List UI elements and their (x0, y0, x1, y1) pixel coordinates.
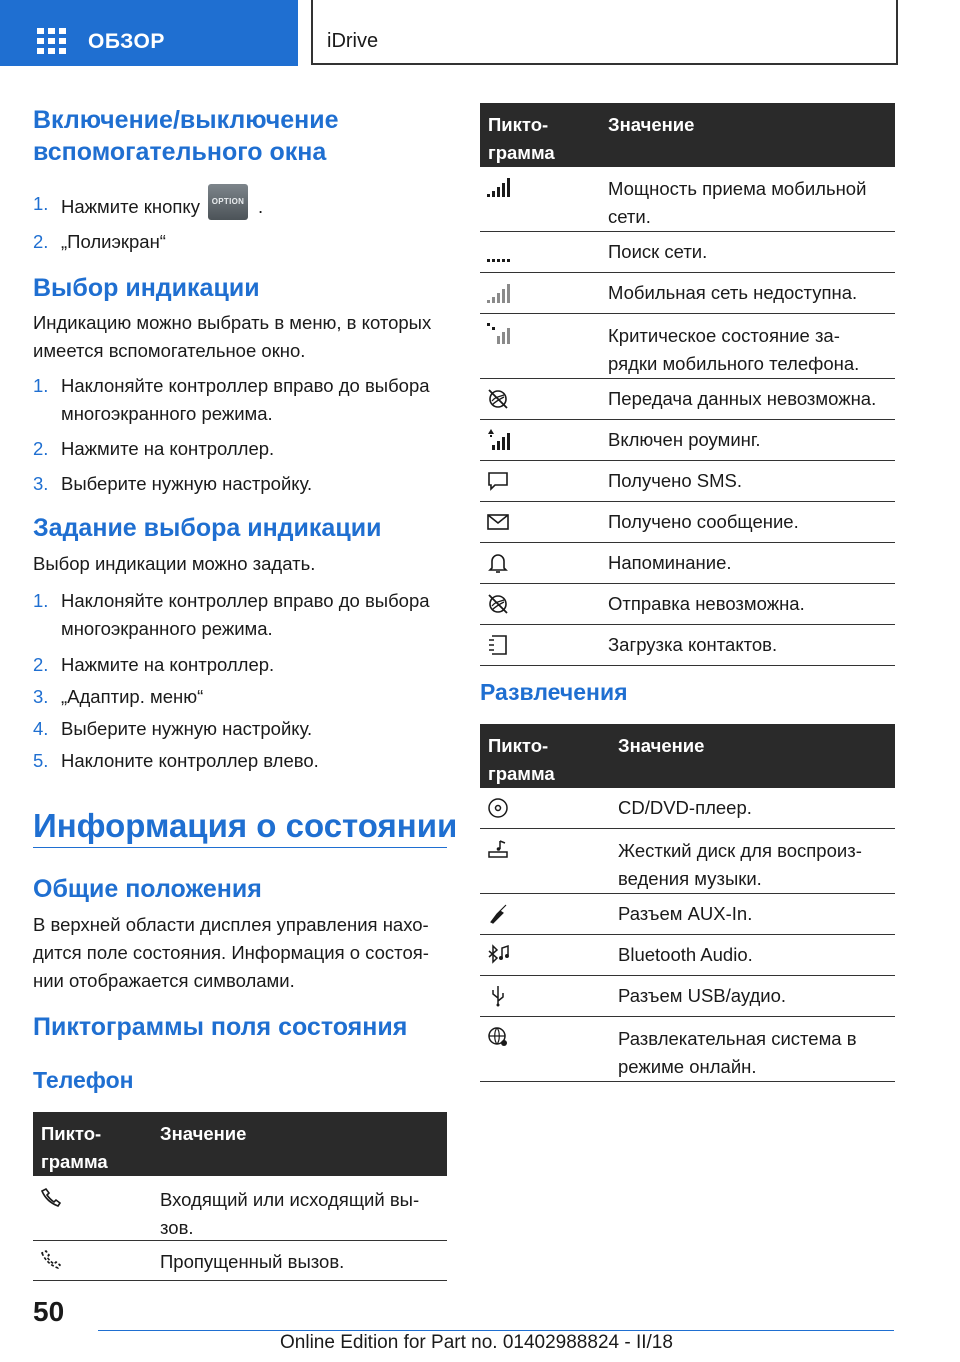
footer-edition: Online Edition for Part no. 01402988824 - II/18 (280, 1332, 673, 1353)
network-search-icon (486, 240, 510, 264)
header-text: грамма (488, 142, 555, 163)
header-col-pictogram (41, 1120, 108, 1176)
chapter-title: Информация о состоянии (33, 807, 458, 844)
text-line: В верхней области дисплея управления нахо- (33, 914, 429, 935)
text-line: дится поле состояния. Информация о состоя- (33, 942, 429, 963)
heading-status-icons: Пиктограммы поля состояния (33, 1013, 408, 1041)
option-button-icon: OPTION (208, 184, 248, 220)
sms-icon (486, 469, 510, 493)
disc-icon (486, 796, 510, 820)
table-row (480, 1017, 895, 1082)
row-text: Поиск сети. (608, 241, 708, 262)
chapter-tab (311, 0, 898, 65)
table-row (480, 273, 895, 314)
hard-disk-icon (486, 837, 510, 861)
step-text: Наклоняйте контроллер вправо до выбора (61, 590, 430, 611)
table-row (480, 232, 895, 273)
roaming-icon (486, 428, 510, 452)
steps-set-display (33, 587, 453, 775)
header-col-pictogram (488, 732, 555, 788)
entertainment-table (480, 724, 895, 1082)
row-text: Разъем AUX-In. (618, 903, 753, 924)
bell-icon (486, 551, 510, 575)
text-line: Мощность приема мобильной (608, 178, 867, 199)
table-header (33, 1112, 447, 1176)
header-col-meaning: Значение (608, 114, 695, 135)
bluetooth-audio-icon (486, 943, 510, 967)
chapter-divider (33, 847, 447, 848)
aux-plug-icon (486, 902, 510, 926)
heading-general: Общие положения (33, 875, 262, 903)
row-text: Мобильная сеть недоступна. (608, 282, 858, 303)
contacts-download-icon (486, 633, 510, 657)
header-col-pictogram (488, 111, 555, 167)
row-text: Разъем USB/аудио. (618, 985, 787, 1006)
list-item (33, 747, 453, 775)
heading-toggle-window-l1: Включение/выключение (33, 106, 339, 134)
header-col-meaning: Значение (160, 1123, 247, 1144)
heading-entertainment: Развлечения (480, 679, 628, 705)
step-text: „Адаптир. меню“ (61, 686, 204, 707)
list-item (33, 190, 448, 226)
table-row (33, 1176, 447, 1241)
paragraph-set-display: Выбор индикации можно задать. (33, 553, 316, 574)
text-line: Индикацию можно выбрать в меню, в которых (33, 312, 432, 333)
paragraph-select-display (33, 309, 453, 365)
list-item (33, 715, 453, 743)
no-data-icon (486, 387, 510, 411)
list-item (33, 651, 453, 679)
table-row (480, 314, 895, 379)
network-status-table (480, 103, 895, 666)
row-text: CD/DVD-плеер. (618, 797, 752, 818)
list-item (33, 228, 448, 256)
text-line: рядки мобильного телефона. (608, 353, 860, 374)
section-label: ОБЗОР (88, 30, 165, 53)
text-line: Развлекательная система в (618, 1028, 857, 1049)
step-text: „Полиэкран“ (61, 231, 166, 252)
steps-select-display (33, 372, 453, 498)
row-text: Отправка невозможна. (608, 593, 805, 614)
header-col-meaning: Значение (618, 735, 705, 756)
text-line: нии отображается символами. (33, 970, 295, 991)
step-number: 4. (33, 718, 49, 739)
page-header (0, 0, 960, 68)
grid-menu-icon (37, 28, 67, 54)
step-text: Наклоняйте контроллер вправо до выбора (61, 375, 430, 396)
row-text: Получено SMS. (608, 470, 743, 491)
header-text: Пикто- (488, 114, 549, 135)
table-row (480, 788, 895, 829)
step-number: 1. (33, 193, 49, 214)
footer-divider (98, 1330, 894, 1331)
step-text-end: . (257, 195, 264, 217)
section-tab-overview[interactable] (0, 0, 298, 66)
table-row (480, 379, 895, 420)
row-text: Напоминание. (608, 552, 732, 573)
row-text (608, 322, 859, 378)
text-line: ведения музыки. (618, 868, 762, 889)
step-number: 3. (33, 473, 49, 494)
row-text: Bluetooth Audio. (618, 944, 753, 965)
text-line: Жесткий диск для воспроиз- (618, 840, 862, 861)
handset-icon (39, 1186, 63, 1210)
step-text: Нажмите на контроллер. (61, 654, 275, 675)
step-text: Нажмите на контроллер. (61, 438, 275, 459)
envelope-icon (486, 510, 510, 534)
phone-status-table (33, 1112, 447, 1281)
battery-critical-icon (486, 322, 510, 346)
table-row (33, 1241, 447, 1281)
text-line: сети. (608, 206, 651, 227)
header-text: Пикто- (488, 735, 549, 756)
step-text: Нажмите кнопку (61, 195, 200, 217)
header-text: грамма (488, 763, 555, 784)
row-text (160, 1186, 419, 1242)
table-row (480, 420, 895, 461)
step-number: 1. (33, 375, 49, 396)
table-row (480, 167, 895, 232)
step-text: многоэкранного режима. (61, 618, 273, 639)
table-row (480, 976, 895, 1017)
text-line: режиме онлайн. (618, 1056, 757, 1077)
text-line: имеется вспомогательное окно. (33, 340, 306, 361)
table-header (480, 724, 895, 788)
step-number: 2. (33, 654, 49, 675)
row-text: Пропущенный вызов. (160, 1251, 345, 1272)
chapter-label: iDrive (327, 30, 379, 52)
step-text: Выберите нужную настройку. (61, 473, 313, 494)
row-text (618, 1025, 857, 1081)
heading-phone: Телефон (33, 1067, 134, 1093)
table-row (480, 625, 895, 666)
row-text: Получено сообщение. (608, 511, 799, 532)
row-text (618, 837, 862, 893)
step-text: Наклоните контроллер влево. (61, 750, 319, 771)
table-row (480, 894, 895, 935)
heading-set-display: Задание выбора индикации (33, 514, 382, 542)
row-text: Передача данных невозможна. (608, 388, 877, 409)
header-text: Пикто- (41, 1123, 102, 1144)
signal-strength-icon (486, 175, 510, 199)
list-item (33, 435, 453, 463)
step-text: Выберите нужную настройку. (61, 718, 313, 739)
text-line: Входящий или исходящий вы- (160, 1189, 420, 1210)
step-text: многоэкранного режима. (61, 403, 273, 424)
table-row (480, 543, 895, 584)
send-failed-icon (486, 592, 510, 616)
list-item (33, 587, 453, 643)
missed-call-icon (39, 1248, 63, 1272)
usb-icon (486, 984, 510, 1008)
table-header (480, 103, 895, 167)
step-number: 3. (33, 686, 49, 707)
paragraph-general (33, 911, 453, 995)
text-line: Критическое состояние за- (608, 325, 840, 346)
step-number: 1. (33, 590, 49, 611)
table-row (480, 584, 895, 625)
header-text: грамма (41, 1151, 108, 1172)
page-number: 50 (33, 1296, 65, 1327)
online-entertainment-icon (486, 1025, 510, 1049)
no-network-icon (486, 281, 510, 305)
table-row (480, 461, 895, 502)
step-number: 2. (33, 231, 49, 252)
section-toggle-window (33, 104, 448, 168)
step-number: 5. (33, 750, 49, 771)
table-row (480, 502, 895, 543)
list-item (33, 470, 453, 498)
heading-toggle-window-l2: вспомогательного окна (33, 138, 327, 166)
list-item (33, 683, 453, 711)
row-text: Загрузка контактов. (608, 634, 778, 655)
row-text: Включен роуминг. (608, 429, 761, 450)
heading-select-display: Выбор индикации (33, 274, 260, 302)
table-row (480, 829, 895, 894)
step-number: 2. (33, 438, 49, 459)
table-row (480, 935, 895, 976)
text-line: зов. (160, 1217, 194, 1238)
list-item (33, 372, 453, 428)
row-text (608, 175, 866, 231)
steps-toggle-window (33, 190, 448, 256)
